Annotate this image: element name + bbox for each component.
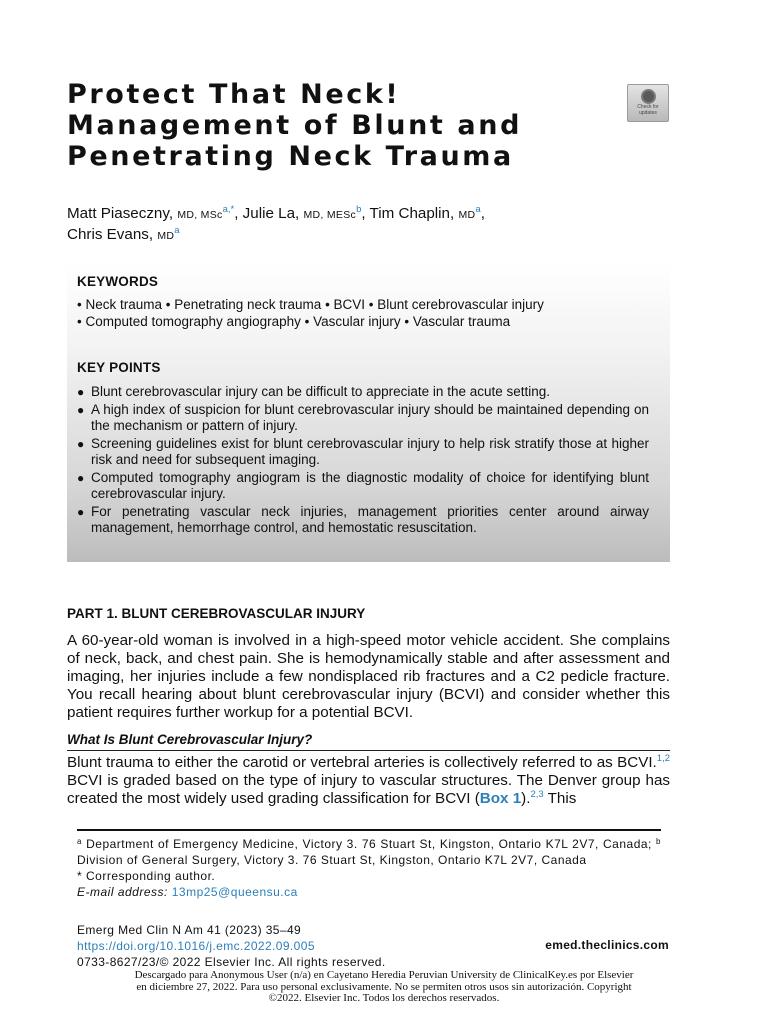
author-degree: MD, MESc (303, 209, 357, 221)
author-list (67, 204, 677, 246)
badge-line: Check for (637, 104, 659, 110)
check-for-updates-icon (641, 89, 656, 104)
section-heading: What Is Blunt Cerebrovascular Injury? (67, 732, 670, 751)
author-separator: , (361, 205, 370, 222)
title-line: Protect That Neck! (67, 79, 401, 110)
affiliation-mark[interactable]: a, (222, 204, 231, 215)
title-line: Management of Blunt and (67, 110, 522, 141)
key-point-item: ● A high index of suspicion for blunt cerebrovascular injury should be maintained depending on the mechanism or pattern of injury. (77, 402, 649, 433)
article-title (67, 79, 587, 172)
title-line: Penetrating Neck Trauma (67, 141, 514, 172)
footnotes (77, 836, 661, 900)
reference-link[interactable]: 2,3 (530, 789, 544, 800)
part-heading: PART 1. BLUNT CEREBROVASCULAR INJURY (67, 606, 366, 621)
author-name: Chris Evans, (67, 226, 154, 243)
bullet-icon: ● (77, 403, 85, 417)
author-degree: MD (157, 230, 175, 242)
keywords-heading: KEYWORDS (77, 274, 159, 289)
check-for-updates-badge[interactable] (627, 84, 669, 122)
reference-link[interactable]: 1,2 (656, 753, 670, 764)
doi-link[interactable]: https://doi.org/10.1016/j.emc.2022.09.005 (77, 939, 315, 953)
bullet-icon: ● (77, 471, 85, 485)
footnote-divider (77, 829, 661, 831)
keywords-line: • Neck trauma • Penetrating neck trauma • BCVI • Blunt cerebrovascular injury (77, 297, 544, 312)
author-name: Julie La, (242, 205, 300, 222)
corresponding-author-note: * Corresponding author. (77, 869, 216, 883)
body-paragraph: Blunt trauma to either the carotid or vertebral arteries is collectively referred to as BCVI.$^{1,2}$ BCVI is graded based on the type of injury to vascular structures. The Denver group has created the most widely used grading classification for BCVI (Box 1).$^{2,3}$ This (67, 753, 670, 807)
journal-citation: Emerg Med Clin N Am 41 (2023) 35–49 (77, 923, 302, 937)
author-name: Tim Chaplin, (369, 205, 455, 222)
affiliation-mark[interactable]: b (356, 204, 362, 215)
corresponding-mark[interactable]: * (230, 204, 235, 215)
author-degree: MD (458, 209, 476, 221)
affiliation-footnote: $^a$ Department of Emergency Medicine, Victory 3. 76 Stuart St, Kingston, Ontario K7L 2V7, Canada; $^b$ Division of General Surgery, Victory 3. 76 Stuart St, Kingston, Ontario K7L 2V7, Canada (77, 837, 661, 867)
key-point-item: ● Blunt cerebrovascular injury can be difficult to appreciate in the acute setting. (77, 384, 551, 399)
bullet-icon: ● (77, 437, 85, 451)
author-degree: MD, MSc (177, 209, 223, 221)
journal-website[interactable]: emed.theclinics.com (545, 938, 669, 952)
affiliation-mark[interactable]: a (475, 204, 481, 215)
journal-info (77, 922, 386, 970)
key-point-item: ● For penetrating vascular neck injuries, management priorities center around airway management, hemorrhage control, and hemostatic resuscitation. (77, 504, 649, 535)
author-separator: , (480, 205, 485, 222)
bullet-icon: ● (77, 385, 85, 399)
badge-line: updates (639, 109, 657, 116)
key-points-list (77, 384, 649, 538)
keywords-line: • Computed tomography angiography • Vascular injury • Vascular trauma (77, 314, 511, 329)
keywords-keypoints-box (67, 263, 670, 562)
bullet-icon: ● (77, 505, 85, 519)
box-1-link[interactable]: Box 1 (479, 790, 522, 807)
email-link[interactable]: 13mp25@queensu.ca (171, 885, 298, 899)
key-point-item: ● Screening guidelines exist for blunt cerebrovascular injury to help risk stratify those at higher risk and need for subsequent imaging. (77, 436, 649, 467)
author-separator: , (234, 205, 243, 222)
affiliation-mark[interactable]: a (174, 225, 180, 236)
copyright-line: 0733-8627/23/© 2022 Elsevier Inc. All rights reserved. (77, 955, 386, 969)
email-line: E-mail address: 13mp25@queensu.ca (77, 885, 298, 899)
author-name: Matt Piaseczny, (67, 205, 174, 222)
key-points-heading: KEY POINTS (77, 360, 161, 375)
key-point-item: ● Computed tomography angiogram is the diagnostic modality of choice for identifying blunt cerebrovascular injury. (77, 470, 649, 501)
download-notice: Descargado para Anonymous User (n/a) en Cayetano Heredia Peruvian University de ClinicalKey.es por Elsevier en diciembre 27, 2022. Para uso personal exclusivamente. No se permiten otros usos sin autorización. Copyright ©2022. Elsevier Inc. Todos los derechos reservados. (134, 969, 634, 1004)
case-paragraph: A 60-year-old woman is involved in a high-speed motor vehicle accident. She complains of neck, back, and chest pain. She is hemodynamically stable and after assessment and imaging, her injuries include a few nondisplaced rib fractures and a C2 pedicle fracture. You recall hearing about blunt cerebrovascular injury (BCVI) and consider whether this patient requires further workup for a potential BCVI. (67, 632, 670, 721)
